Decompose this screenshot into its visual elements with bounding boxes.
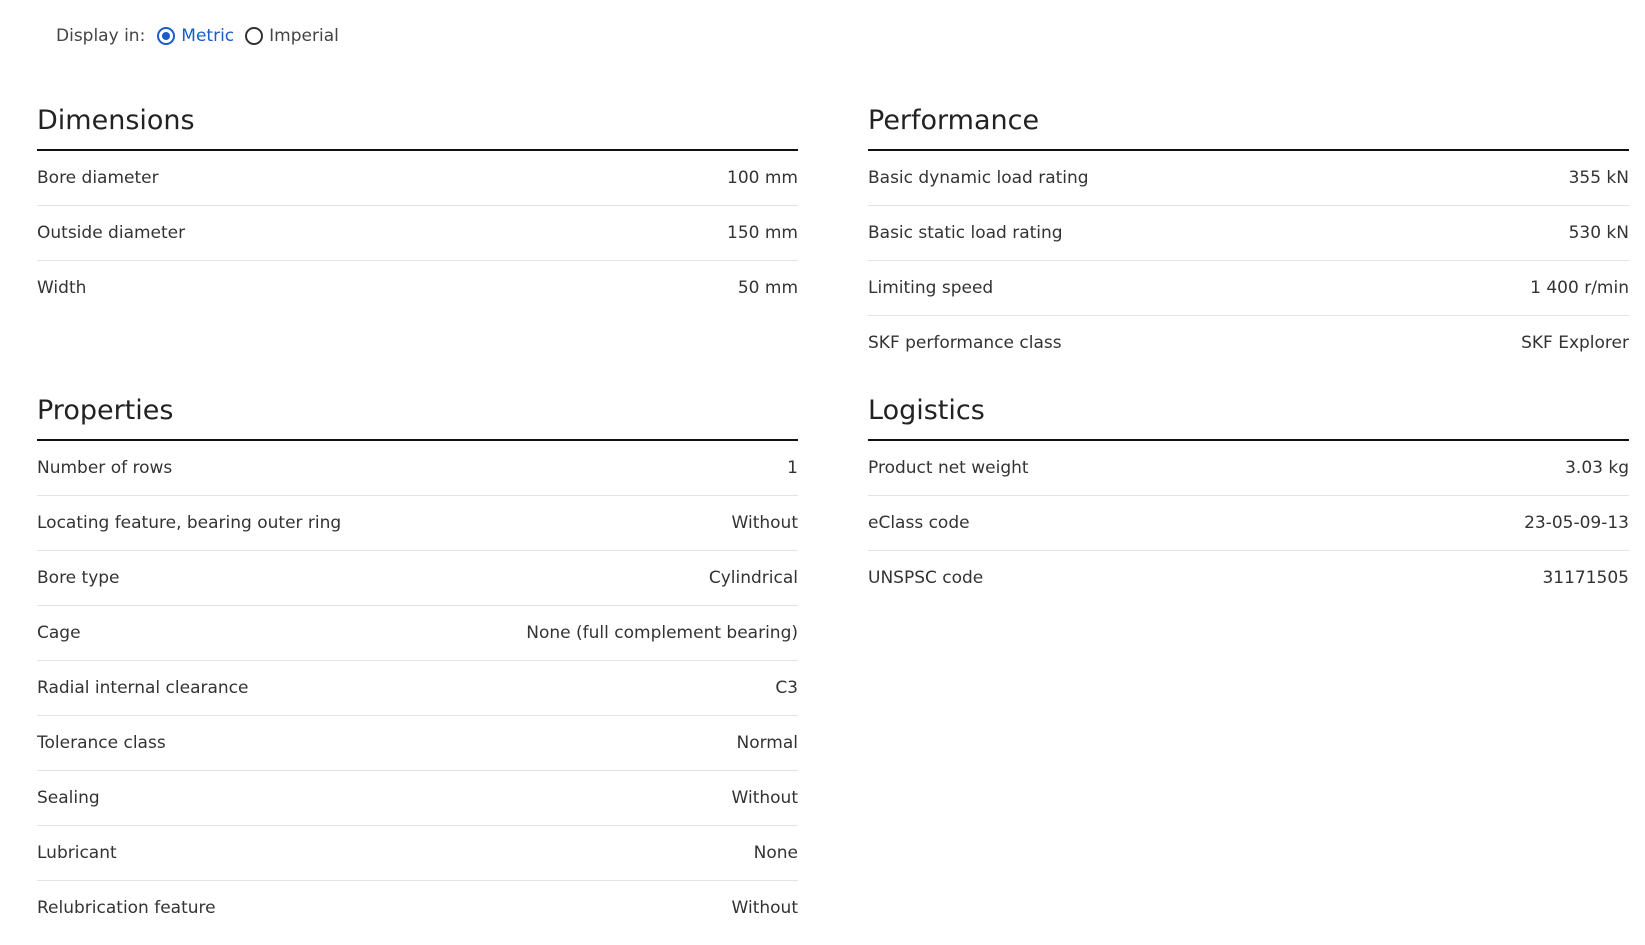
properties-table	[37, 441, 798, 935]
performance-heading: Performance	[868, 92, 1629, 151]
spec-row	[868, 441, 1629, 496]
dimensions-section	[37, 92, 798, 315]
spec-label: Locating feature, bearing outer ring	[37, 513, 342, 533]
spec-label: Sealing	[37, 788, 100, 808]
spec-value: 50 mm	[737, 278, 798, 298]
spec-label: Bore diameter	[37, 168, 159, 188]
spec-value: Without	[731, 513, 798, 533]
performance-section	[868, 92, 1629, 370]
spec-label: Radial internal clearance	[37, 678, 249, 698]
spec-row	[37, 441, 798, 496]
metric-radio[interactable]	[157, 26, 234, 46]
spec-value: None	[753, 843, 798, 863]
dimensions-heading: Dimensions	[37, 92, 798, 151]
spec-label: Product net weight	[868, 458, 1029, 478]
spec-value: Cylindrical	[708, 568, 798, 588]
logistics-section	[868, 382, 1629, 605]
spec-value: 355 kN	[1568, 168, 1629, 188]
spec-label: Basic static load rating	[868, 223, 1063, 243]
spec-row	[37, 661, 798, 716]
spec-row	[868, 261, 1629, 316]
properties-section	[37, 382, 798, 935]
spec-value: 1	[787, 458, 798, 478]
spec-label: SKF performance class	[868, 333, 1062, 353]
spec-label: eClass code	[868, 513, 970, 533]
spec-value: Without	[731, 788, 798, 808]
spec-row	[868, 316, 1629, 370]
display-in-label: Display in:	[56, 26, 146, 46]
spec-row	[37, 206, 798, 261]
dimensions-table	[37, 151, 798, 315]
spec-value: 1 400 r/min	[1530, 278, 1629, 298]
spec-value: 150 mm	[727, 223, 798, 243]
spec-row	[37, 551, 798, 606]
spec-label: Lubricant	[37, 843, 117, 863]
spec-value: SKF Explorer	[1521, 333, 1629, 353]
radio-unselected-icon[interactable]	[245, 27, 263, 45]
spec-label: Number of rows	[37, 458, 173, 478]
spec-label: Tolerance class	[37, 733, 166, 753]
spec-label: Width	[37, 278, 87, 298]
spec-value: 530 kN	[1568, 223, 1629, 243]
spec-row	[37, 771, 798, 826]
spec-value: 3.03 kg	[1565, 458, 1629, 478]
spec-value: 23-05-09-13	[1524, 513, 1629, 533]
spec-label: Cage	[37, 623, 81, 643]
spec-label: Limiting speed	[868, 278, 994, 298]
spec-row	[37, 496, 798, 551]
spec-row	[37, 151, 798, 206]
spec-row	[868, 496, 1629, 551]
spec-row	[868, 151, 1629, 206]
spec-value: Without	[731, 898, 798, 918]
spec-value: None (full complement bearing)	[526, 623, 798, 643]
spec-row	[37, 716, 798, 771]
unit-selector	[56, 22, 350, 50]
spec-row	[868, 206, 1629, 261]
performance-table	[868, 151, 1629, 370]
spec-value: C3	[775, 678, 798, 698]
spec-value: 31171505	[1542, 568, 1629, 588]
spec-row	[37, 261, 798, 315]
properties-heading: Properties	[37, 382, 798, 441]
spec-label: UNSPSC code	[868, 568, 984, 588]
logistics-table	[868, 441, 1629, 605]
spec-row	[37, 606, 798, 661]
spec-label: Bore type	[37, 568, 120, 588]
imperial-radio[interactable]	[245, 26, 339, 46]
radio-selected-icon[interactable]	[157, 27, 175, 45]
spec-label: Outside diameter	[37, 223, 186, 243]
spec-row	[868, 551, 1629, 605]
metric-label[interactable]: Metric	[181, 26, 235, 46]
spec-row	[37, 881, 798, 935]
logistics-heading: Logistics	[868, 382, 1629, 441]
spec-row	[37, 826, 798, 881]
imperial-label[interactable]: Imperial	[269, 26, 339, 46]
spec-value: Normal	[736, 733, 798, 753]
spec-value: 100 mm	[727, 168, 798, 188]
spec-label: Relubrication feature	[37, 898, 216, 918]
spec-label: Basic dynamic load rating	[868, 168, 1089, 188]
